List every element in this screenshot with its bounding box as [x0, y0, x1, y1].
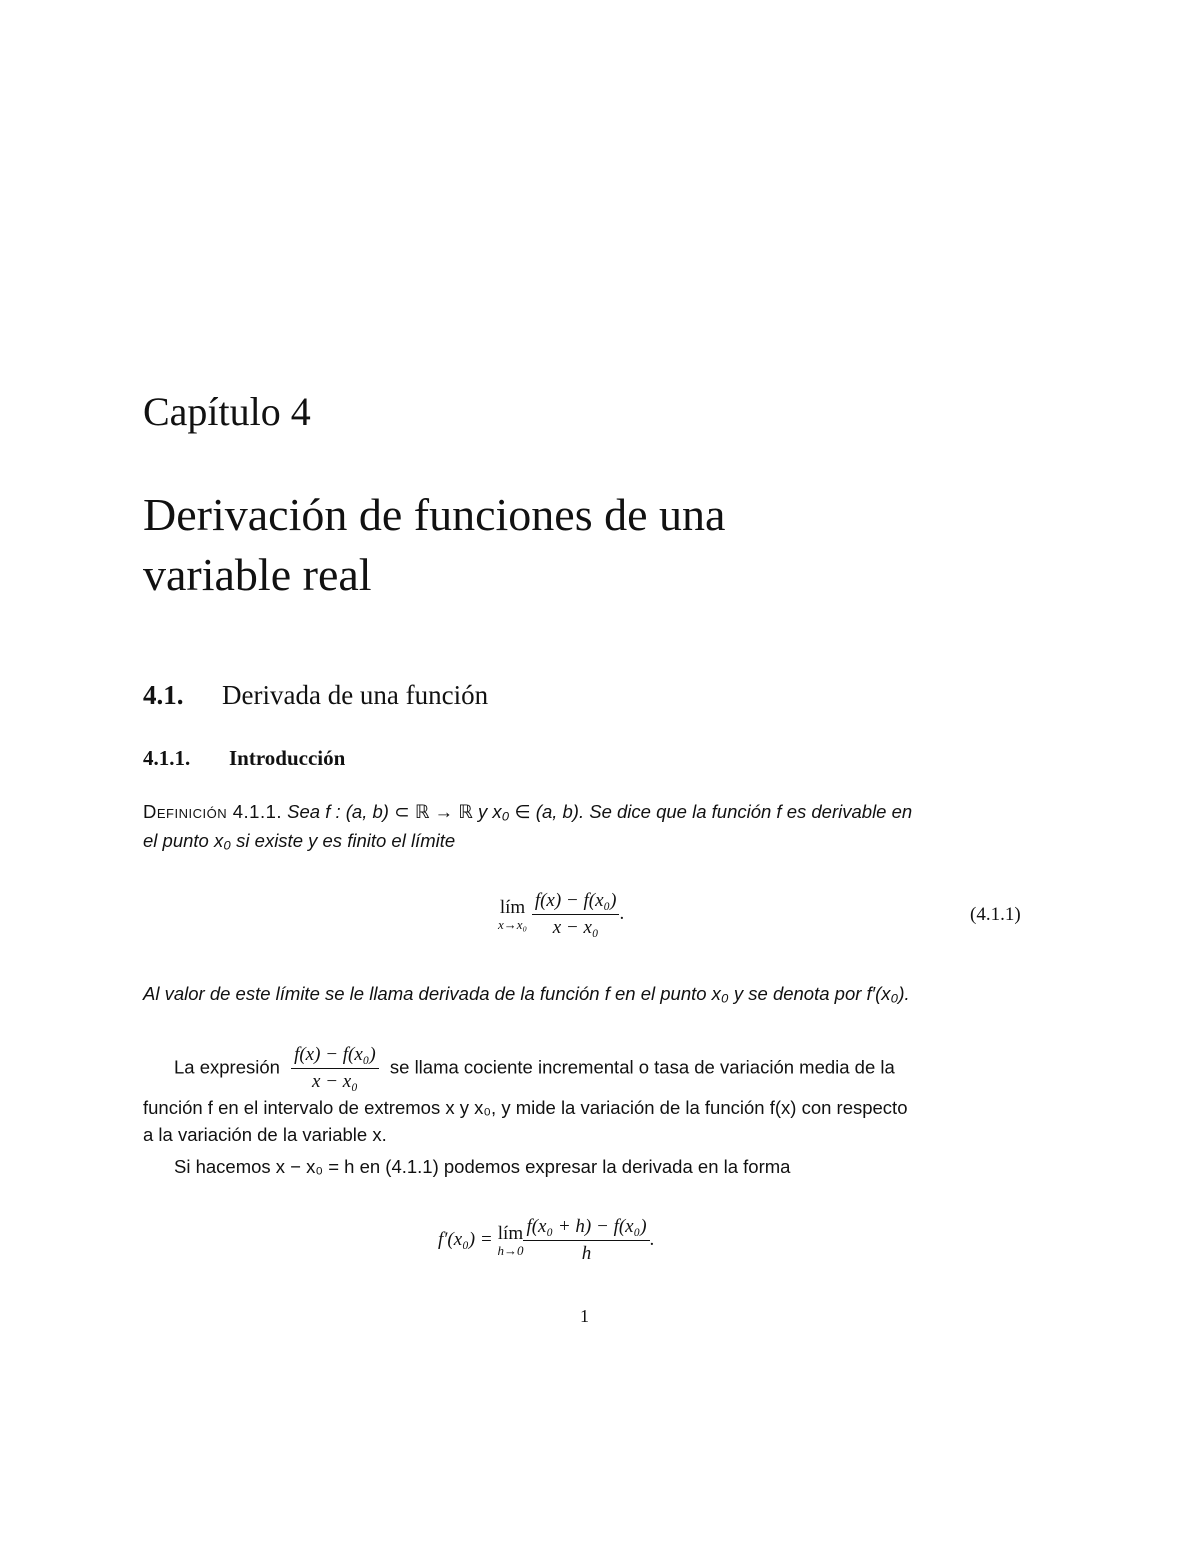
section-title: Derivada de una función	[222, 680, 489, 710]
limit-symbol-h: lím	[497, 1222, 524, 1244]
limit-symbol: lím	[499, 896, 526, 918]
definition-label: Definición 4.1.1.	[143, 801, 283, 822]
definition-conclusion: Al valor de este límite se le llama derivada de la función f en el punto x₀ y se denota por f′(x₀).	[143, 983, 910, 1004]
limit-subscript-h: h→0	[497, 1242, 524, 1258]
equation-period: .	[619, 902, 625, 924]
paragraph-1-lead: La expresión	[174, 1056, 280, 1078]
equation-derivative-h	[438, 1216, 654, 1265]
paragraph-1-line-3: a la variación de la variable x.	[143, 1124, 387, 1145]
definition-line-1	[143, 801, 912, 823]
chapter-label: Capítulo 4	[143, 389, 311, 434]
paragraph-1-line-1	[174, 1044, 895, 1093]
page-number: 1	[580, 1306, 589, 1326]
limit-operator-h	[497, 1223, 523, 1259]
fraction-denominator: x − x₀	[552, 917, 599, 938]
limit-operator	[498, 897, 527, 933]
inline-fraction-denominator: x − x₀	[312, 1071, 358, 1092]
limit-subscript: x→x₀	[498, 916, 528, 932]
subsection-number: 4.1.1.	[143, 746, 191, 770]
paragraph-2: Si hacemos x − x₀ = h en (4.1.1) podemos expresar la derivada en la forma	[174, 1156, 791, 1177]
increment-quotient	[523, 1216, 649, 1265]
fraction-denominator-h: h	[581, 1243, 592, 1264]
difference-quotient	[532, 890, 620, 939]
equation-lhs: f′(x₀) =	[438, 1228, 493, 1250]
chapter-title-line-1: Derivación de funciones de una	[143, 489, 726, 540]
fraction-numerator-h: f(x₀ + h) − f(x₀)	[523, 1216, 649, 1241]
equation-4-1-1	[498, 890, 624, 939]
section-number: 4.1.	[143, 680, 184, 710]
definition-line-2: el punto x₀ si existe y es finito el límite	[143, 830, 456, 851]
subsection-title: Introducción	[229, 746, 346, 770]
definition-text-1: Sea f : (a, b) ⊂ ℝ → ℝ y x₀ ∈ (a, b). Se dice que la función f es derivable en	[287, 801, 913, 822]
equation-period-h: .	[649, 1228, 655, 1250]
equation-tag: (4.1.1)	[970, 904, 1021, 925]
chapter-title-line-2: variable real	[143, 549, 372, 600]
paragraph-1-rest: se llama cociente incremental o tasa de variación media de la	[389, 1056, 895, 1078]
inline-difference-quotient	[291, 1044, 379, 1093]
paragraph-1-line-2: función f en el intervalo de extremos x y x₀, y mide la variación de la función f(x) con respecto	[143, 1097, 908, 1118]
fraction-numerator: f(x) − f(x₀)	[532, 890, 620, 915]
inline-fraction-numerator: f(x) − f(x₀)	[291, 1044, 379, 1069]
